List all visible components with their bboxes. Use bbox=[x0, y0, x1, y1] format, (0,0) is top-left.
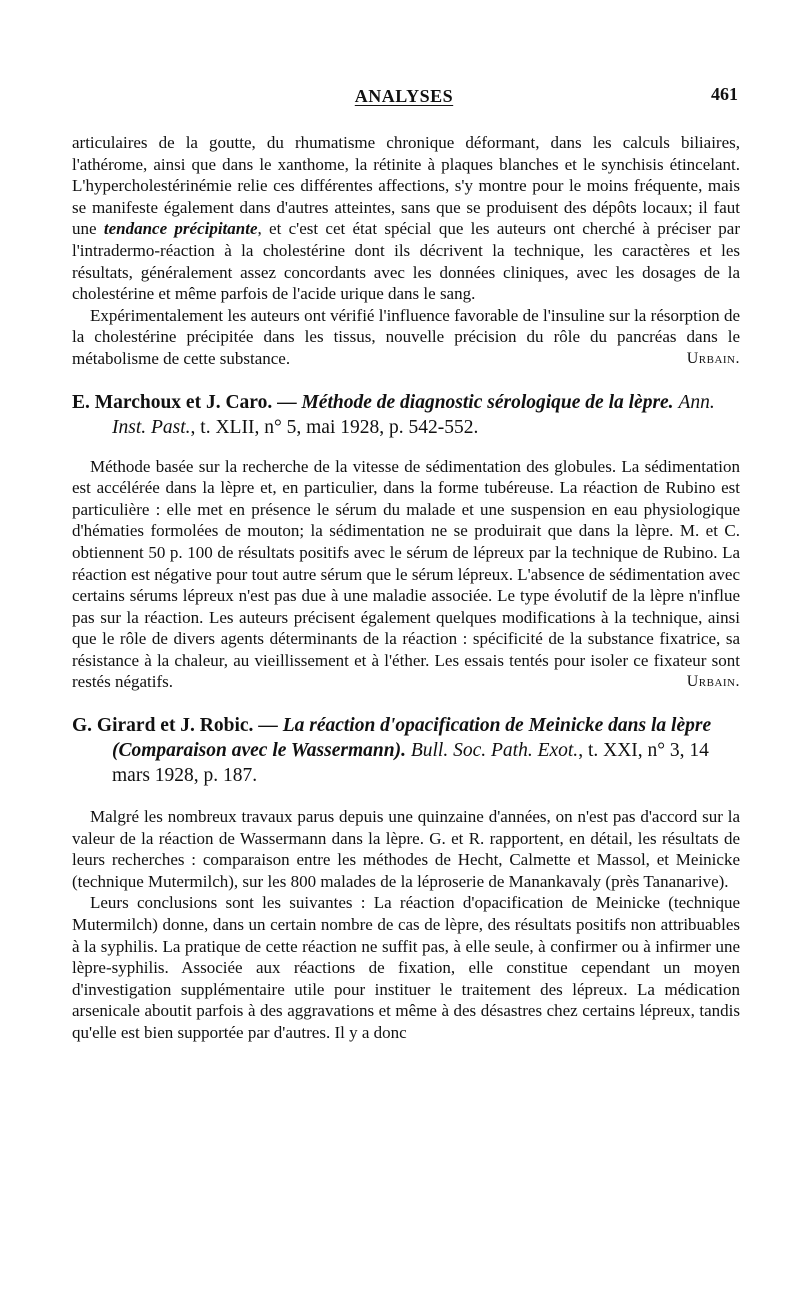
emphasis-tendance: tendance précipitante bbox=[103, 219, 258, 239]
entry-text: Méthode basée sur la recherche de la vitesse de sédimentation des globules. La sédimentation est accélérée dans la lèpre et, en particulier, dans la forme tubéreuse. La réaction de Rubino est particulière : elle met en présence le sérum du malade et une suspension en eau physiologique d'hématies formolées de mouton; la sédimentation ne se produirait que dans la lèpre. M. et C. obtiennent 50 p. 100 de résultats positifs avec le sérum de lépreux par la technique de Rubino. La réaction est négative pour tout autre sérum que le sérum lépreux. L'absence de sédimentation avec certains sérums lépreux n'est pas due à une maladie associée. Le type évolutif de la lèpre n'influe pas sur la réaction. Les auteurs précisent également quelques modifications à la technique, ainsi que le rôle de divers agents déterminants de la réaction : spécificité de la substance fixatrice, sa résistance à la chaleur, au vieillissement et à l'éther. Les essais tentés pour isoler ce fixateur sont restés négatifs. bbox=[72, 456, 740, 692]
entry-journal: Ann. Inst. Past. bbox=[112, 391, 715, 438]
entry-heading-girard bbox=[72, 713, 740, 788]
entry-title: Méthode de diagnostic sérologique de la lèpre. bbox=[301, 391, 674, 413]
entry-reference: , t. XXI, n° 3, 14 mars 1928, p. 187. bbox=[112, 740, 709, 787]
continued-paragraph-1 bbox=[72, 132, 740, 305]
entry-authors: E. Marchoux et J. Caro. — bbox=[72, 391, 297, 413]
page-number: 461 bbox=[711, 84, 738, 104]
reviewer-signature-1: Urbain. bbox=[686, 349, 740, 367]
continued-text-c: Expérimentalement les auteurs ont vérifié l'influence favorable de l'insuline sur la résorption de la cholestérine précipitée dans les tissus, nouvelle précision du rôle du pancréas dans le métabolisme de cette substance. bbox=[72, 305, 740, 368]
running-head bbox=[70, 86, 738, 112]
entry-journal: Bull. Soc. Path. Exot. bbox=[410, 740, 579, 762]
entry-heading-marchoux bbox=[72, 390, 740, 440]
entry-paragraph: Malgré les nombreux travaux parus depuis une quinzaine d'années, on n'est pas d'accord sur la valeur de la réaction de Wassermann dans la lèpre. G. et R. rapportent, en détail, les résultats de leurs recherches : comparaison entre les méthodes de Hecht, Calmette et Massol, et Meinicke (technique Mutermilch), sur les 800 malades de la léproserie de Manankavaly (près Tananarive). bbox=[72, 807, 740, 891]
continued-text-a: articulaires de la goutte, du rhumatisme chronique déformant, dans les calculs biliaires, l'athérome, ainsi que dans le xanthome, la rétinite à plaques blanches et le synchisis étincelant. L'hypercholestérinémie relie ces différentes affections, s'y montre pour le moins fréquente, mais se manifeste également dans d'autres atteintes, sans que se produisent des dépôts locaux; il faut une bbox=[72, 133, 740, 239]
entry-title: La réaction d'opacification de Meinicke dans la lèpre (Comparaison avec le Wassermann). bbox=[112, 715, 712, 762]
reviewer-signature-2: Urbain. bbox=[686, 673, 740, 691]
entry-authors: G. Girard et J. Robic. — bbox=[72, 715, 278, 737]
running-title: ANALYSES bbox=[354, 86, 454, 106]
continued-paragraph-2 bbox=[72, 305, 740, 370]
entry-paragraph bbox=[72, 456, 740, 694]
entry-paragraph: Leurs conclusions sont les suivantes : La réaction d'opacification de Meinicke (technique Mutermilch) donne, dans un certain nombre de cas de lèpre, des résultats positifs non attribuables à la syphilis. La pratique de cette réaction ne suffit pas, à elle seule, à confirmer ou à infirmer une lèpre-syphilis. Associée aux réactions de fixation, elle constitue cependant un moyen d'investigation supplémentaire utile pour instituer le traitement des lépreux. La médication arsenicale aboutit parfois à des aggravations et même à des désastres chez certains lépreux, tandis qu'elle est bien supportée par d'autres. Il y a donc bbox=[72, 893, 740, 1042]
continued-text-b: , et c'est cet état spécial que les auteurs ont cherché à préciser par l'intradermo-réaction à la cholestérine dont ils décrivent la technique, les caractères et les résultats, généralement assez concordants avec les données cliniques, avec les dosages de la cholestérine et même parfois de l'acide urique dans le sang. bbox=[72, 219, 741, 304]
body-text bbox=[72, 132, 740, 1044]
entry-reference: , t. XLII, n° 5, mai 1928, p. 542-552. bbox=[190, 416, 479, 438]
